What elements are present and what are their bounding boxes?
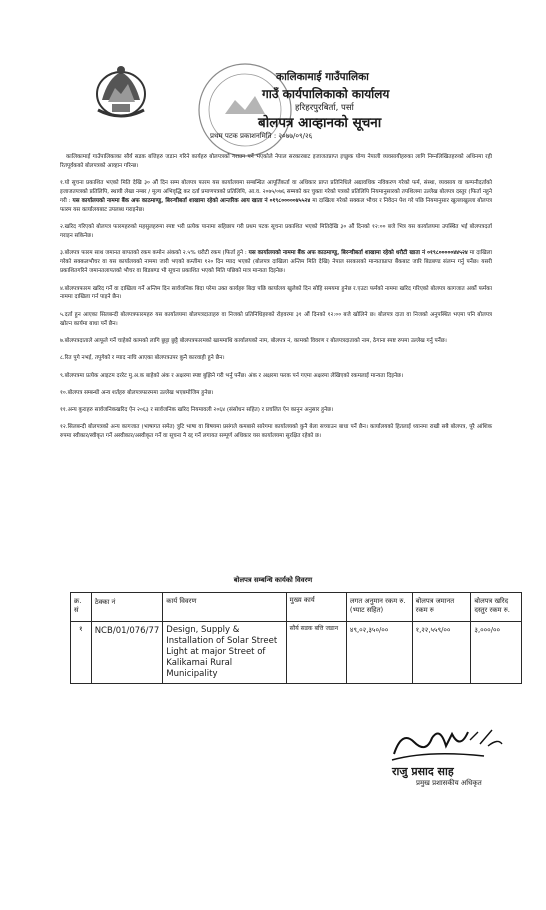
publication-date	[210, 132, 312, 141]
clause-3-text-a: ३.बोलपत्र फारम साथ जमानत बापतको रकम कमोन अंकको २.५% धरौटी रकम (फिर्ता हुने :	[60, 250, 247, 257]
cell-estimated-cost: ४९,०२,३५०/००	[346, 622, 412, 684]
cell-description: Design, Supply & Installation of Solar Street Light at major Street of Kalikamai Rural Municipality	[163, 622, 286, 684]
clause-1-text-a: १.यो सूचना प्रकाशित भएको मिति देखि ३० औं दिन सम्म बोलपत्र फारम यस कार्यालयमा सम्बन्धित आपूर्तिकर्ता वा अधिकार प्राप्त प्रतिनिधिले अद्यावधिक नविकरण गरेको फर्म, संस्था, व्यवसाय वा कम्पनीदर्ताको इजाजतपत्रको प्रतिलिपि, स्थायी लेखा नम्बर / मूल्य अभिवृद्धि कर दर्ता प्रमाणपत्रको प्रतिलिपि, आ.व. २०७५/०७६ सम्मको कर चुक्ता गरेको पत्रको प्रतिलिपि नियमानुसारको तपशिलमा उल्लेख बोलपत्र दस्तुर (फिर्ता नहुने गरी :	[60, 180, 492, 205]
clause-1-text-c: मा दाखिला गरेको सक्कल भौचर र निवेदन पेश गरे पछि नियमानुसार खुल्लाखुल्ला बोलपत्र फारम यस कार्यालयबाट उपलब्ध गराइनेछ।	[60, 198, 492, 213]
clause-7: ७.बोलपत्रदाताले आफूले गर्ने चाहेको कामको लागि छुट्टा छुट्टै बोलपत्रफारमको खाममाथि कार्यालयको नाम, बोलपत्र नं, कामको विवरण र बोलपत्रदाताको नाम, ठेगाना स्पष्ट रुपमा उल्लेख गर्नु पर्नेछ।	[60, 337, 447, 344]
header-estimated-cost: लगत अनुमान रकम रु. (भ्याट सहित)	[346, 593, 412, 622]
office-name: कालिकामाई गाउँपालिका	[276, 71, 369, 83]
table-row	[71, 622, 522, 684]
ward-office-name: गाउँ कार्यपालिकाको कार्यालय	[262, 87, 390, 101]
header-bid-security: बोलपत्र जमानत रकम रु	[412, 593, 471, 622]
clause-9: ९.बोलपत्रमा प्रत्येक आइटम दररेट मु.अ.क बाहेको अंक र अक्षरमा स्पष्ट बुझिने गरी भर्नु पर्नेछ। अंक र अक्षरमा फरक पर्न गएमा अक्षरमा लेखिएको रकमलाई मान्यता दिइनेछ।	[60, 372, 404, 379]
clause-12: १२.सिलबन्दी बोलपत्रको अन्य कागजात (भाषागत समेत) त्रुटि भाषा वा बिषयमा प्रसंगले कमबासे सारेगमा कार्यालयको कुनै बेला सच्याउन बाधा पर्ने छैन। कार्यालयको हितलाई ध्यानमा राखी सबै बोलपत्र, पूरै आंशिक रुपमा स्वीकार/स्वीकृत गर्ने अस्वीकार/अस्वीकृत गर्ने वा सूचना नै रद्द गर्ने लगायत सम्पूर्ण अधिकार यस कार्यालयमा सुरक्षित रहेको छ।	[60, 424, 492, 440]
clause-3	[60, 249, 492, 276]
header-description: कार्य विवरण	[163, 593, 286, 622]
cell-bid-security: १,२२,५५९/००	[412, 622, 471, 684]
signatory-title: प्रमुख प्रशासकीय अधिकृत	[416, 779, 482, 787]
clause-8: ८.रित पुगे नभई, तपुगेको र म्याद नाघि आएका बोलपत्रउपर कुनै कारवाही हुने छैन।	[60, 355, 225, 362]
header-contract-no: ठेक्का नं	[91, 593, 163, 622]
office-address: हरिहरपुरबिर्ता, पर्सा	[295, 103, 354, 113]
clause-3-account: यस कार्यालयको नाममा बैंक अफ काठमाण्डु, बिरन्चीबर्ता शाखामा रहेको धरौटी खाता नं ०१९८०००००४४५२४	[248, 250, 468, 257]
notice-body	[60, 153, 492, 450]
cell-main-work: सौर्य सडक बत्ति जडान	[286, 622, 346, 684]
clause-10: १०.बोलपत्र सम्बन्धी अन्य शर्तहरु बोलपत्रफारममा उल्लेख भएबमोजिम हुनेछ।	[60, 389, 214, 396]
header-bid-fee: बोलपत्र खरिद दस्तुर रकम रु.	[471, 593, 522, 622]
notice-title: बोलपत्र आव्हानको सूचना	[258, 115, 382, 131]
clause-3-text-c: मा दाखिला गरेको सक्कलभौचर वा यस कार्यालयको नाममा जारी भएको कम्तीमा १२० दिन म्याद भएको (बोलपत्र दाखिला अन्तिम मिति देखि) नेपाल सरकारको मान्यताप्राप्त बैंकबाट जारि बिडबण्ड संलग्न गर्नु पर्नेछ। यसरी प्रकाशितगरिने जमानतलापतको भौचर वा बिडबण्ड भी सूचना प्रकाशित भएको मिति पछिको मात्र मान्यता दिइनेछ।	[60, 250, 492, 275]
clause-4: ४.बोलपत्रफारम खरिद गर्ने वा दाखिला गर्ने अन्तिम दिन सार्वजनिक बिदा परेमा उक्त कार्यहरु बिदा पछि कार्यालय खुलेको दिन सोहि समयमा हुनेछ र.एउटा फर्मको नाममा खरिद गरिएको बोलपत्र कागजात अर्को फर्मका नाममा दाखिला गर्न पाइने छैन।	[60, 285, 492, 301]
pub-date-value: २०७७/०९/२६	[278, 132, 313, 140]
cell-contract-no: NCB/01/076/77	[91, 622, 163, 684]
clause-1	[60, 179, 492, 215]
clause-5: ५.दर्ता हुन आएका सिलबन्दी बोलपत्रफारमहरु यस कार्यालयमा बोलपत्रदाताहरु वा निजको प्रतिनिधिहरुको रोहवरमा ३१ औं दिनको १२:०० बजे खोलिने छ। बोलपत्र दाता वा निजको अनुपस्थित भएमा पनि बोलपत्र खोल्न कार्यमा बाधा पर्ने छैन।	[60, 311, 492, 327]
table-title: बोलपत्र सम्बन्धि कार्यको विवरण	[233, 576, 313, 584]
notice-intro: कालिकामाई गाउँपालिकाका सौर्य सडक बत्तिहरु जडान गरिने कार्यहरु बोलपत्रको गराउन पर्ने भएकोले नेपाल सरकारबाट इजाजतप्राप्त इच्छुक योग्य नेपाली व्यवसायीहरुका लागि निम्नलिखितहरुको अधिनमा रही रितपूर्वकको बोलपत्रको आव्हान गरिन्छ।	[60, 154, 492, 169]
nepal-emblem-icon	[88, 58, 154, 124]
signatory-name: राजु प्रसाद साह	[392, 765, 454, 778]
handwritten-signature	[388, 720, 508, 764]
clause-2: २.खरिद गरिएको बोलपत्र फारमहरुको महसुलहरुमा स्पष्ट भरी प्रत्येक पानामा सहिछाप गरी प्रथम पटक सूचना प्रकाशित भएको मितिदेखि ३० औं दिनको १२:०० बजे भित्र यस कार्यालयमा उपस्थित भई बोलपत्रदर्ता गराइन सकिनेछ।	[60, 224, 492, 240]
table-header-row	[71, 593, 522, 622]
header-main-work: मुख्य कार्य	[286, 593, 346, 622]
clause-1-account: यस कार्यालयको नाममा बैंक अफ काठमाण्डु, बिरन्चीबर्ता शाखामा रहेको आन्तरिक आय खाता नं ०१९८०००००४५५२४	[72, 198, 311, 205]
cell-sn: १	[71, 622, 92, 684]
tender-table	[70, 592, 522, 684]
clause-11: ११.अन्य कुराहरु सार्वजनिकखरिद ऐन २०६३ र सार्वजनिक खरिद नियमावली २०६४ (संसोधन सहित) र प्रचलित ऐन कानुन अनुसार हुनेछ।	[60, 407, 334, 414]
header-sn: क्र. सं	[71, 593, 92, 622]
cell-bid-fee: ३,०००/००	[471, 622, 522, 684]
pub-date-label: प्रथम पटक प्रकाशनमिति :	[210, 132, 277, 140]
